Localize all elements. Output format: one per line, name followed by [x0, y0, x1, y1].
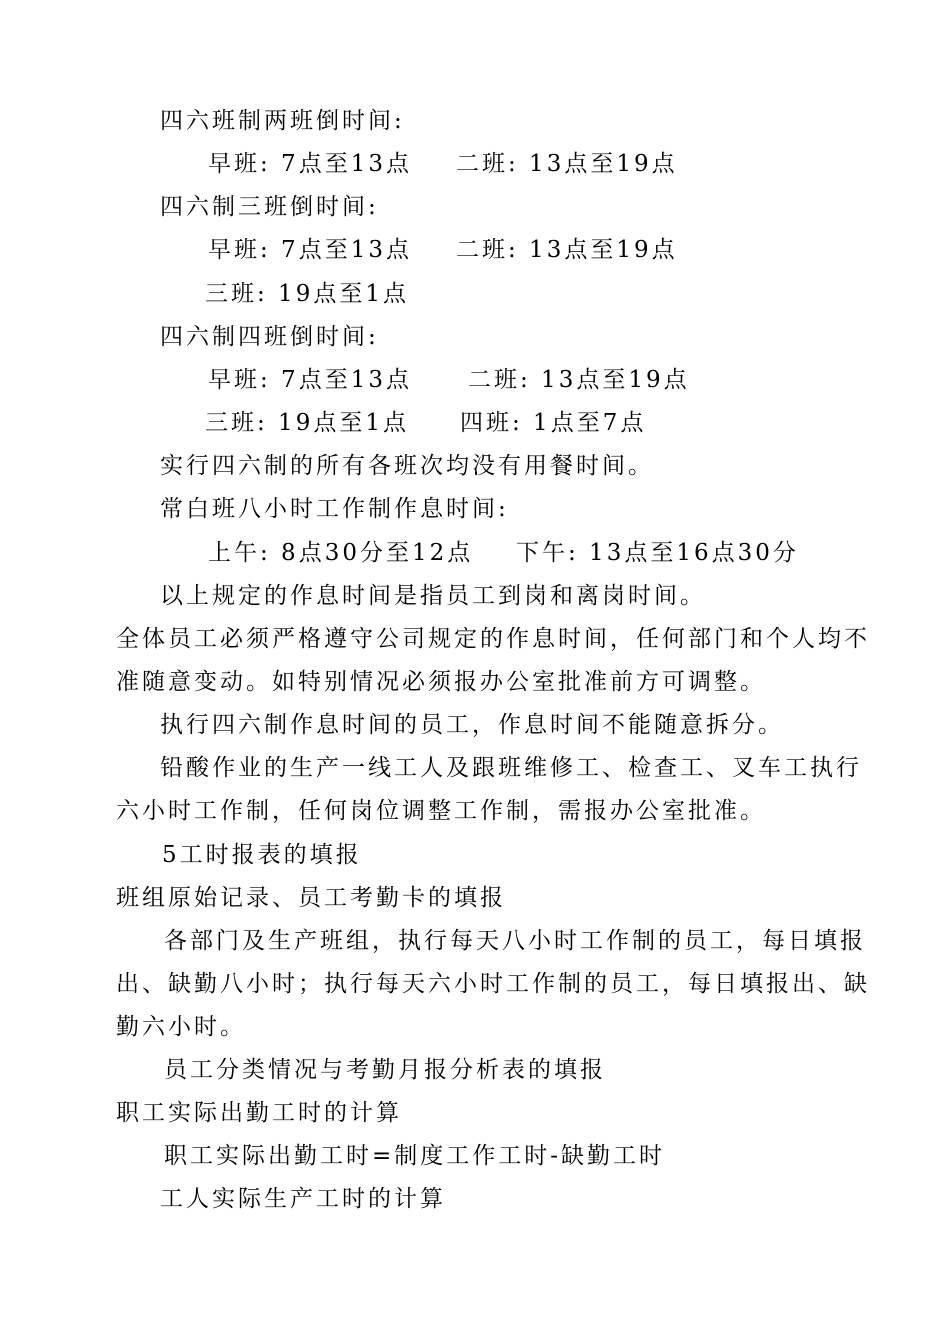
- paragraph-attendance-line3: 勤六小时。: [116, 1014, 246, 1040]
- four-shift-fourth: 四班: 1点至7点: [460, 410, 647, 436]
- subheading-monthly-report: 员工分类情况与考勤月报分析表的填报: [164, 1057, 606, 1083]
- two-shift-second: 二班: 13点至19点: [456, 151, 678, 177]
- paragraph-lead-acid-line2: 六小时工作制，任何岗位调整工作制，需报办公室批准。: [116, 798, 766, 824]
- paragraph-attendance-line1: 各部门及生产班组，执行每天八小时工作制的员工，每日填报: [164, 928, 866, 954]
- subheading-team-records: 班组原始记录、员工考勤卡的填报: [116, 885, 506, 911]
- section-heading-5: 5工时报表的填报: [162, 842, 362, 868]
- three-shift-third: 三班: 19点至1点: [205, 281, 409, 307]
- four-shift-morning: 早班: 7点至13点: [208, 367, 412, 393]
- subheading-actual-production: 工人实际生产工时的计算: [160, 1186, 446, 1212]
- no-meal-note: 实行四六制的所有各班次均没有用餐时间。: [160, 453, 654, 479]
- paragraph-attendance-line2: 出、缺勤八小时；执行每天六小时工作制的员工，每日填报出、缺: [116, 971, 870, 997]
- heading-two-shift: 四六班制两班倒时间:: [160, 108, 405, 134]
- heading-day-shift: 常白班八小时工作制作息时间:: [160, 496, 509, 522]
- three-shift-morning: 早班: 7点至13点: [208, 237, 412, 263]
- paragraph-compliance-line1: 全体员工必须严格遵守公司规定的作息时间，任何部门和个人均不: [116, 626, 870, 652]
- heading-three-shift: 四六制三班倒时间:: [160, 194, 379, 220]
- heading-four-shift: 四六制四班倒时间:: [160, 324, 379, 350]
- day-shift-morning: 上午: 8点30分至12点: [208, 540, 474, 566]
- paragraph-lead-acid-line1: 铅酸作业的生产一线工人及跟班维修工、检查工、叉车工执行: [160, 755, 862, 781]
- day-shift-afternoon: 下午: 13点至16点30分: [516, 540, 799, 566]
- formula-actual-attendance: 职工实际出勤工时=制度工作工时-缺勤工时: [164, 1143, 666, 1169]
- paragraph-no-split: 执行四六制作息时间的员工，作息时间不能随意拆分。: [160, 712, 784, 738]
- two-shift-morning: 早班: 7点至13点: [208, 151, 412, 177]
- four-shift-second: 二班: 13点至19点: [468, 367, 690, 393]
- paragraph-compliance-line2: 准随意变动。如特别情况必须报办公室批准前方可调整。: [116, 669, 766, 695]
- four-shift-third: 三班: 19点至1点: [205, 410, 409, 436]
- three-shift-second: 二班: 13点至19点: [456, 237, 678, 263]
- schedule-definition: 以上规定的作息时间是指员工到岗和离岗时间。: [160, 583, 706, 609]
- subheading-actual-attendance: 职工实际出勤工时的计算: [116, 1100, 402, 1126]
